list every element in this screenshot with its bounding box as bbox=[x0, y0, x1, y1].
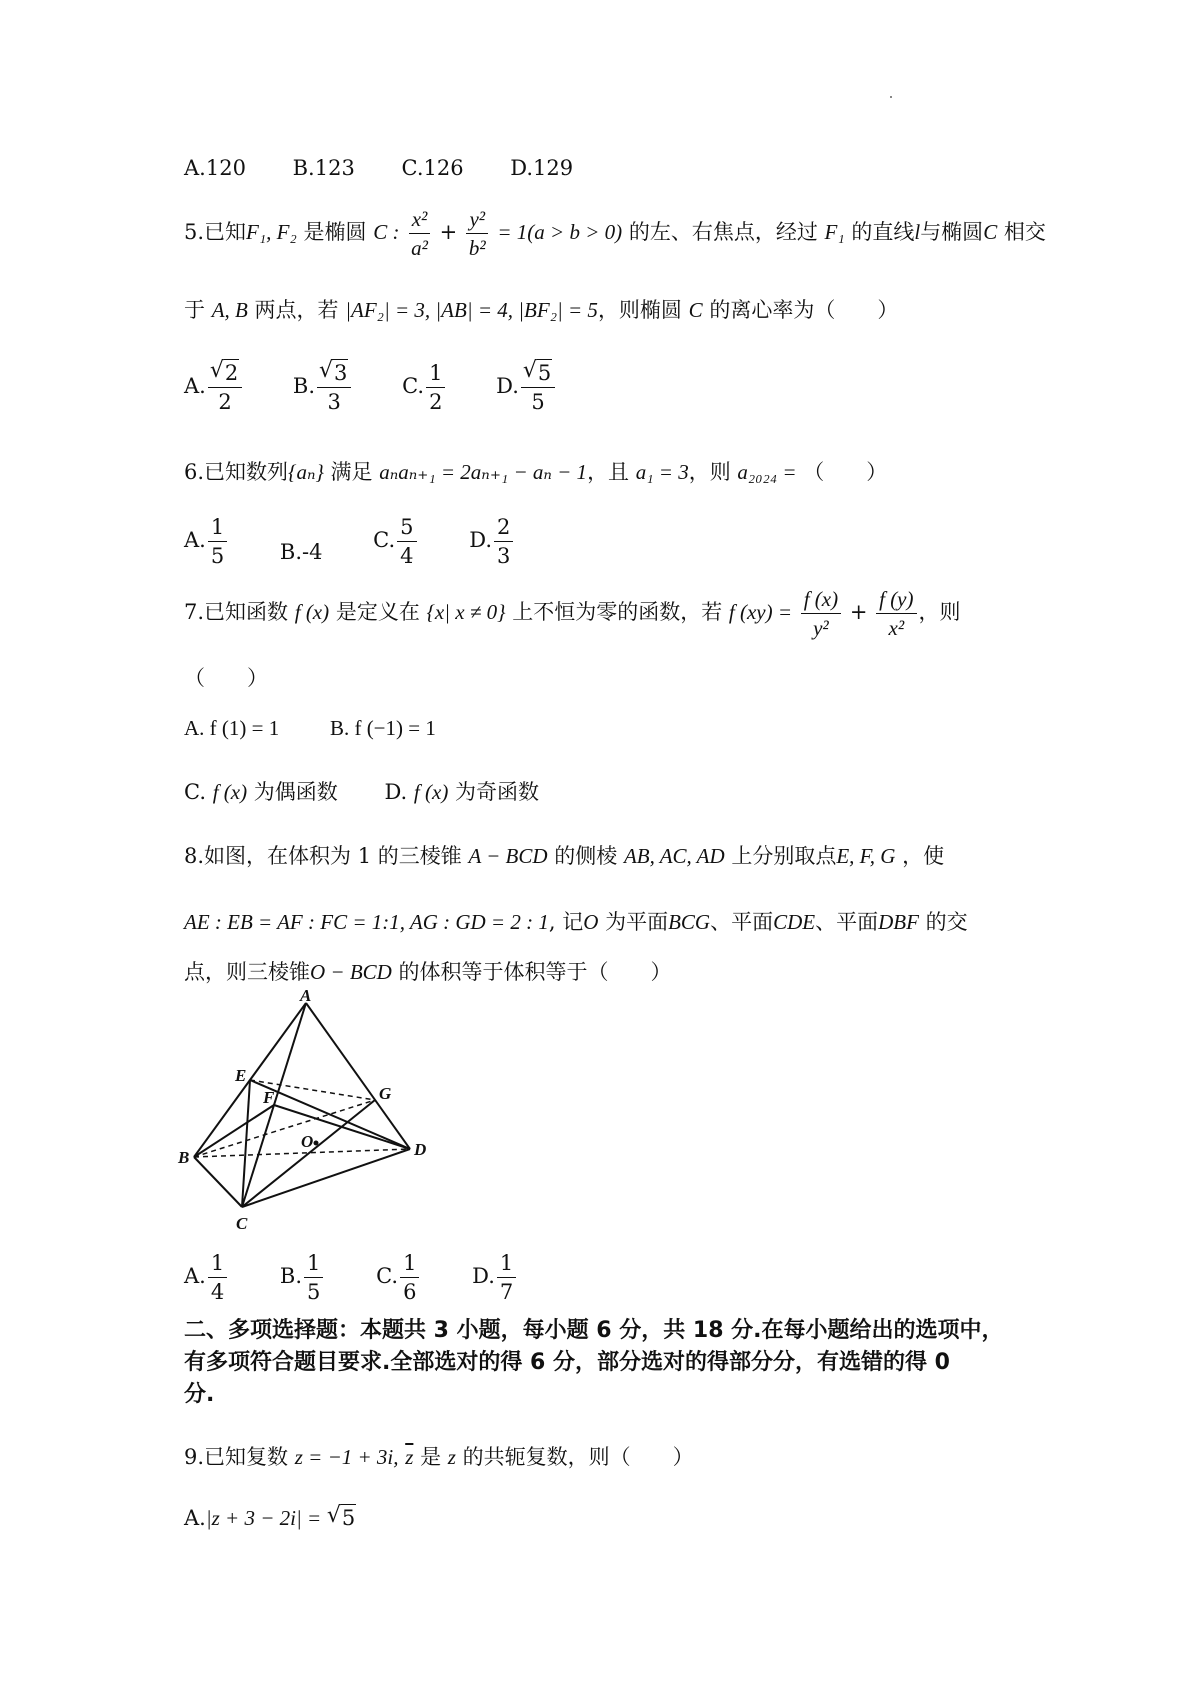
q5-curve: C : bbox=[373, 220, 400, 245]
q5-option-a[interactable]: A. √ $\frac{2}{2}$ bbox=[184, 362, 244, 413]
q8-plane-bcg: BCG bbox=[668, 910, 711, 934]
label-e: E bbox=[235, 1066, 247, 1085]
q6-text: 6.已知数列 bbox=[184, 460, 289, 484]
q9-text: 9.已知复数 bbox=[184, 1445, 289, 1469]
q8-text: 的交 bbox=[925, 910, 968, 934]
q6-text: 满足 bbox=[330, 460, 373, 484]
section-2-line2: 有多项符合题目要求.全部选对的得 6 分，部分选对的得部分分，有选错的得 0 bbox=[184, 1349, 950, 1375]
q6-option-a[interactable]: A. $\frac{1}{5}$ bbox=[184, 516, 229, 567]
q7-domain: {x| x ≠ 0} bbox=[426, 600, 506, 625]
q5-line2 bbox=[184, 300, 898, 321]
q8-plane-dbf: DBF bbox=[878, 910, 919, 934]
q7-fx: f (x) bbox=[294, 600, 330, 625]
q8-option-a[interactable]: A. $\frac{1}{4}$ bbox=[184, 1252, 229, 1303]
q7-text: 7.已知函数 bbox=[184, 600, 289, 625]
q8-options bbox=[184, 1252, 558, 1303]
q8-text: 8.如图，在体积为 1 的三棱锥 bbox=[184, 844, 462, 868]
q5-text: 的左、右焦点，经过 bbox=[628, 220, 818, 245]
q8-line1 bbox=[184, 846, 944, 867]
q5-c: C bbox=[983, 220, 998, 245]
q8-obcd: O − BCD bbox=[310, 960, 392, 984]
q6-text: ，且 bbox=[587, 460, 630, 484]
q7-frac-2: $\frac{f (y)}{\text{x²}}$ bbox=[876, 588, 916, 639]
q5-condition: |AF₂| = 3, |AB| = 4, |BF₂| = 5 bbox=[345, 298, 598, 322]
q5-f1: F₁ bbox=[824, 220, 845, 245]
q9-z: z bbox=[447, 1445, 456, 1469]
q6-option-d[interactable]: D. $\frac{2}{3}$ bbox=[469, 516, 515, 567]
q4-option-c[interactable]: C.126 bbox=[401, 156, 464, 180]
label-g: G bbox=[379, 1084, 392, 1103]
q6-initial: a₁ = 3 bbox=[635, 460, 689, 484]
q7-text: ，则 bbox=[918, 600, 961, 625]
q8-text: 、平面 bbox=[815, 910, 879, 934]
q8-o: O bbox=[583, 910, 599, 934]
q7-frac-1: $\frac{f (x)}{\text{y²}}$ bbox=[801, 588, 841, 639]
label-c: C bbox=[236, 1214, 248, 1233]
q5-text: 两点，若 bbox=[254, 298, 339, 322]
q8-text: 的体积等于体积等于（ ） bbox=[398, 960, 672, 984]
q5-option-c[interactable]: C. $\frac{1}{2}$ bbox=[402, 362, 447, 413]
q8-tetrahedron: A − BCD bbox=[468, 844, 548, 868]
q5-frac-y: $\frac{\text{y²}}{\text{b²}}$ bbox=[466, 208, 489, 259]
q8-line3 bbox=[184, 962, 672, 983]
edge-bc bbox=[194, 1157, 242, 1207]
q5-options bbox=[184, 362, 597, 413]
point-o bbox=[314, 1141, 319, 1146]
q5-text: 于 bbox=[184, 298, 205, 322]
q7-fxy: f (xy) = bbox=[728, 600, 793, 625]
q8-text: 上分别取点 bbox=[731, 844, 837, 868]
q9-z: z = −1 + 3i, bbox=[294, 1445, 399, 1469]
q5-text: ，则椭圆 bbox=[597, 298, 682, 322]
edge-cd bbox=[242, 1149, 410, 1207]
q7-text: 是定义在 bbox=[335, 600, 420, 625]
q6-option-b[interactable]: B.-4 bbox=[279, 540, 323, 565]
q8-option-c[interactable]: C. $\frac{1}{6}$ bbox=[376, 1252, 421, 1303]
q5-option-b[interactable]: B. √ $\frac{3}{3}$ bbox=[293, 362, 353, 413]
q5-line1: 5.已知F₁, F₂ 是椭圆 C : $\frac{\text{x²}}{\text{a²}}$ + $\frac{\text{y²}}{\text{b²}}$ = 1(a > b > 0) 的左、右焦点，经过 F₁ 的直线l与椭圆C 相交 bbox=[184, 207, 1046, 261]
q6-target: a₂₀₂₄ = bbox=[737, 460, 797, 484]
q8-option-b[interactable]: B. $\frac{1}{5}$ bbox=[280, 1252, 325, 1303]
q7-stem: 7.已知函数 f (x) 是定义在 {x| x ≠ 0} 上不恒为零的函数，若 f (xy) = $\frac{f (x)}{\text{y²}}$ + $\frac{f (y)}{\text{x²}}$ ，则 bbox=[184, 587, 961, 641]
q8-option-d[interactable]: D. $\frac{1}{7}$ bbox=[472, 1252, 518, 1303]
q8-tetrahedron-figure bbox=[178, 986, 440, 1235]
q5-frac-x: $\frac{\text{x²}}{\text{a²}}$ bbox=[408, 208, 431, 259]
q9-zbar: $\overline{z}$ bbox=[405, 1445, 414, 1469]
q8-edges: AB, AC, AD bbox=[623, 844, 725, 868]
q5-foci: F₁, F₂ bbox=[246, 220, 297, 245]
q8-text: 、平面 bbox=[710, 910, 774, 934]
q6-seq: {aₙ} bbox=[288, 460, 324, 484]
q6-options bbox=[184, 516, 555, 567]
section-2-heading bbox=[184, 1315, 1004, 1411]
q4-option-a[interactable]: A.120 bbox=[184, 156, 246, 180]
q4-options bbox=[184, 158, 613, 179]
q5-text: 的直线 bbox=[851, 220, 915, 245]
q8-ratios: AE : EB = AF : FC = 1:1, AG : GD = 2 : 1 bbox=[184, 910, 549, 934]
q5-ab: A, B bbox=[211, 298, 248, 322]
section-2-line3: 分. bbox=[184, 1381, 215, 1407]
scan-speck bbox=[890, 96, 892, 98]
q8-text: 点，则三棱锥 bbox=[184, 960, 310, 984]
q9-text: 是 bbox=[420, 1445, 442, 1469]
label-o: O bbox=[301, 1132, 314, 1151]
section-2-line1: 二、多项选择题：本题共 3 小题，每小题 6 分，共 18 分.在每小题给出的选项中， bbox=[184, 1318, 1004, 1343]
q8-line2 bbox=[184, 912, 968, 933]
q5-text: 是椭圆 bbox=[303, 220, 367, 245]
q5-text: 的离心率为（ ） bbox=[709, 298, 899, 322]
q6-option-c[interactable]: C. $\frac{5}{4}$ bbox=[373, 516, 418, 567]
q4-option-d[interactable]: D.129 bbox=[510, 156, 574, 180]
q8-text: ，使 bbox=[902, 844, 945, 868]
q6-text: ，则 bbox=[688, 460, 731, 484]
label-b: B bbox=[178, 1148, 190, 1167]
q9-option-a-expr: |z + 3 − 2i| = bbox=[205, 1506, 322, 1530]
q7-option-d[interactable]: D. f (x) 为奇函数 bbox=[384, 780, 540, 804]
q9-text: 的共轭复数，则（ ） bbox=[462, 1445, 694, 1469]
q6-stem bbox=[184, 462, 887, 483]
line-fb bbox=[194, 1105, 274, 1157]
q5-text: 相交 bbox=[1003, 220, 1046, 245]
q7-text: 上不恒为零的函数，若 bbox=[512, 600, 723, 625]
q8-text: , 记 bbox=[548, 910, 584, 934]
q5-text: 5.已知 bbox=[184, 220, 247, 245]
label-f: F bbox=[263, 1088, 275, 1107]
q6-text: （ ） bbox=[803, 460, 888, 484]
q5-eq-tail: = 1(a > b > 0) bbox=[497, 220, 623, 245]
q5-c: C bbox=[688, 298, 703, 322]
label-a: A bbox=[300, 986, 312, 1005]
q7-paren: （ ） bbox=[184, 666, 268, 690]
q5-text: 与椭圆 bbox=[920, 220, 984, 245]
q4-option-b[interactable]: B.123 bbox=[292, 156, 355, 180]
q8-text: 的侧棱 bbox=[554, 844, 618, 868]
label-d: D bbox=[414, 1140, 427, 1159]
q7-options-ab bbox=[184, 718, 476, 739]
q9-option-a[interactable]: A.|z + 3 − 2i| = √ 5 bbox=[184, 1508, 356, 1529]
q9-sqrt: √ 5 bbox=[328, 1508, 356, 1529]
q7-option-c[interactable]: C. f (x) 为偶函数 bbox=[184, 780, 338, 804]
q6-recurrence: aₙaₙ₊₁ = 2aₙ₊₁ − aₙ − 1 bbox=[379, 460, 588, 484]
q5-line-l: l bbox=[914, 220, 921, 245]
q8-text: 为平面 bbox=[605, 910, 669, 934]
q7-options-cd bbox=[184, 782, 579, 803]
q8-plane-cde: CDE bbox=[773, 910, 816, 934]
q9-stem bbox=[184, 1447, 694, 1468]
q8-points: E, F, G bbox=[836, 844, 896, 868]
q7-option-a[interactable]: A. f (1) = 1 bbox=[184, 716, 280, 740]
q5-option-d[interactable]: D. √ $\frac{5}{5}$ bbox=[496, 362, 557, 413]
q7-option-b[interactable]: B. f (−1) = 1 bbox=[329, 716, 436, 740]
